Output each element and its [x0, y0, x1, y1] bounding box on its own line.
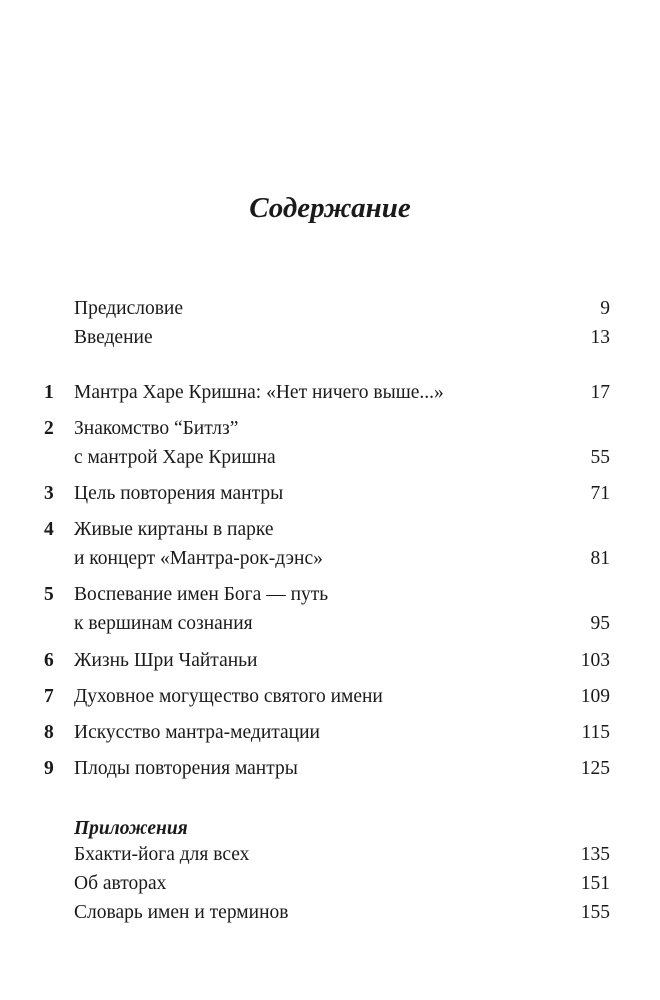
- toc-chapter-5[interactable]: [0, 580, 660, 609]
- toc-chapter-2[interactable]: [0, 414, 660, 443]
- chapter-number: 3: [44, 483, 54, 504]
- toc-page-number: 81: [590, 548, 610, 569]
- toc-page-number: 135: [580, 844, 610, 865]
- chapter-title: Плоды повторения мантры: [74, 758, 298, 779]
- toc-entry-text: Введение: [74, 327, 153, 348]
- chapter-number: 7: [44, 686, 54, 707]
- toc-entry-text: Предисловие: [74, 298, 184, 319]
- appendix-heading-row: [0, 814, 660, 843]
- toc-chapter-3[interactable]: [0, 479, 660, 508]
- chapter-number: 2: [44, 418, 54, 439]
- chapter-title-cont: с мантрой Харе Кришна: [74, 447, 276, 468]
- toc-entry-introduction[interactable]: [0, 323, 660, 352]
- toc-page-number: 109: [580, 686, 610, 707]
- toc-chapter-8[interactable]: [0, 718, 660, 747]
- toc-page-number: 71: [590, 483, 610, 504]
- chapter-number: 8: [44, 722, 54, 743]
- toc-appendix-1[interactable]: [0, 840, 660, 869]
- chapter-number: 4: [44, 519, 54, 540]
- toc-page-number: 103: [580, 650, 610, 671]
- toc-entry-text: Словарь имен и терминов: [74, 902, 289, 923]
- chapter-title-cont: и концерт «Мантра-рок-дэнс»: [74, 548, 323, 569]
- chapter-number: 6: [44, 650, 54, 671]
- toc-page-number: 151: [580, 873, 610, 894]
- chapter-title: Живые киртаны в парке: [74, 519, 274, 540]
- chapter-title-cont: к вершинам сознания: [74, 613, 253, 634]
- toc-chapter-5-cont[interactable]: [0, 609, 660, 638]
- toc-page-number: 115: [581, 722, 610, 743]
- toc-entry-text: Бхакти-йога для всех: [74, 844, 250, 865]
- toc-appendix-2[interactable]: [0, 869, 660, 898]
- toc-chapter-2-cont[interactable]: [0, 443, 660, 472]
- chapter-title: Духовное могущество святого имени: [74, 686, 383, 707]
- chapter-title: Цель повторения мантры: [74, 483, 284, 504]
- toc-entry-preface[interactable]: [0, 294, 660, 323]
- appendix-heading: Приложения: [74, 818, 188, 839]
- toc-page-number: 95: [590, 613, 610, 634]
- chapter-title: Мантра Харе Кришна: «Нет ничего выше...»: [74, 382, 444, 403]
- chapter-number: 5: [44, 584, 54, 605]
- toc-chapter-4[interactable]: [0, 515, 660, 544]
- toc-appendix-3[interactable]: [0, 898, 660, 927]
- chapter-number: 1: [44, 382, 54, 403]
- toc-chapter-6[interactable]: [0, 646, 660, 675]
- chapter-number: 9: [44, 758, 54, 779]
- toc-page-number: 13: [590, 327, 610, 348]
- toc-chapter-7[interactable]: [0, 682, 660, 711]
- toc-page-number: 17: [590, 382, 610, 403]
- toc-chapter-4-cont[interactable]: [0, 544, 660, 573]
- toc-page-number: 155: [580, 902, 610, 923]
- toc-chapter-1[interactable]: [0, 378, 660, 407]
- toc-title: Содержание: [249, 192, 411, 224]
- toc-page-number: 125: [580, 758, 610, 779]
- chapter-title: Жизнь Шри Чайтаньи: [74, 650, 258, 671]
- toc-entry-text: Об авторах: [74, 873, 167, 894]
- toc-chapter-9[interactable]: [0, 754, 660, 783]
- chapter-title: Искусство мантра-медитации: [74, 722, 320, 743]
- toc-page-number: 9: [600, 298, 610, 319]
- toc-page-number: 55: [590, 447, 610, 468]
- chapter-title: Знакомство “Битлз”: [74, 418, 239, 439]
- chapter-title: Воспевание имен Бога — путь: [74, 584, 329, 605]
